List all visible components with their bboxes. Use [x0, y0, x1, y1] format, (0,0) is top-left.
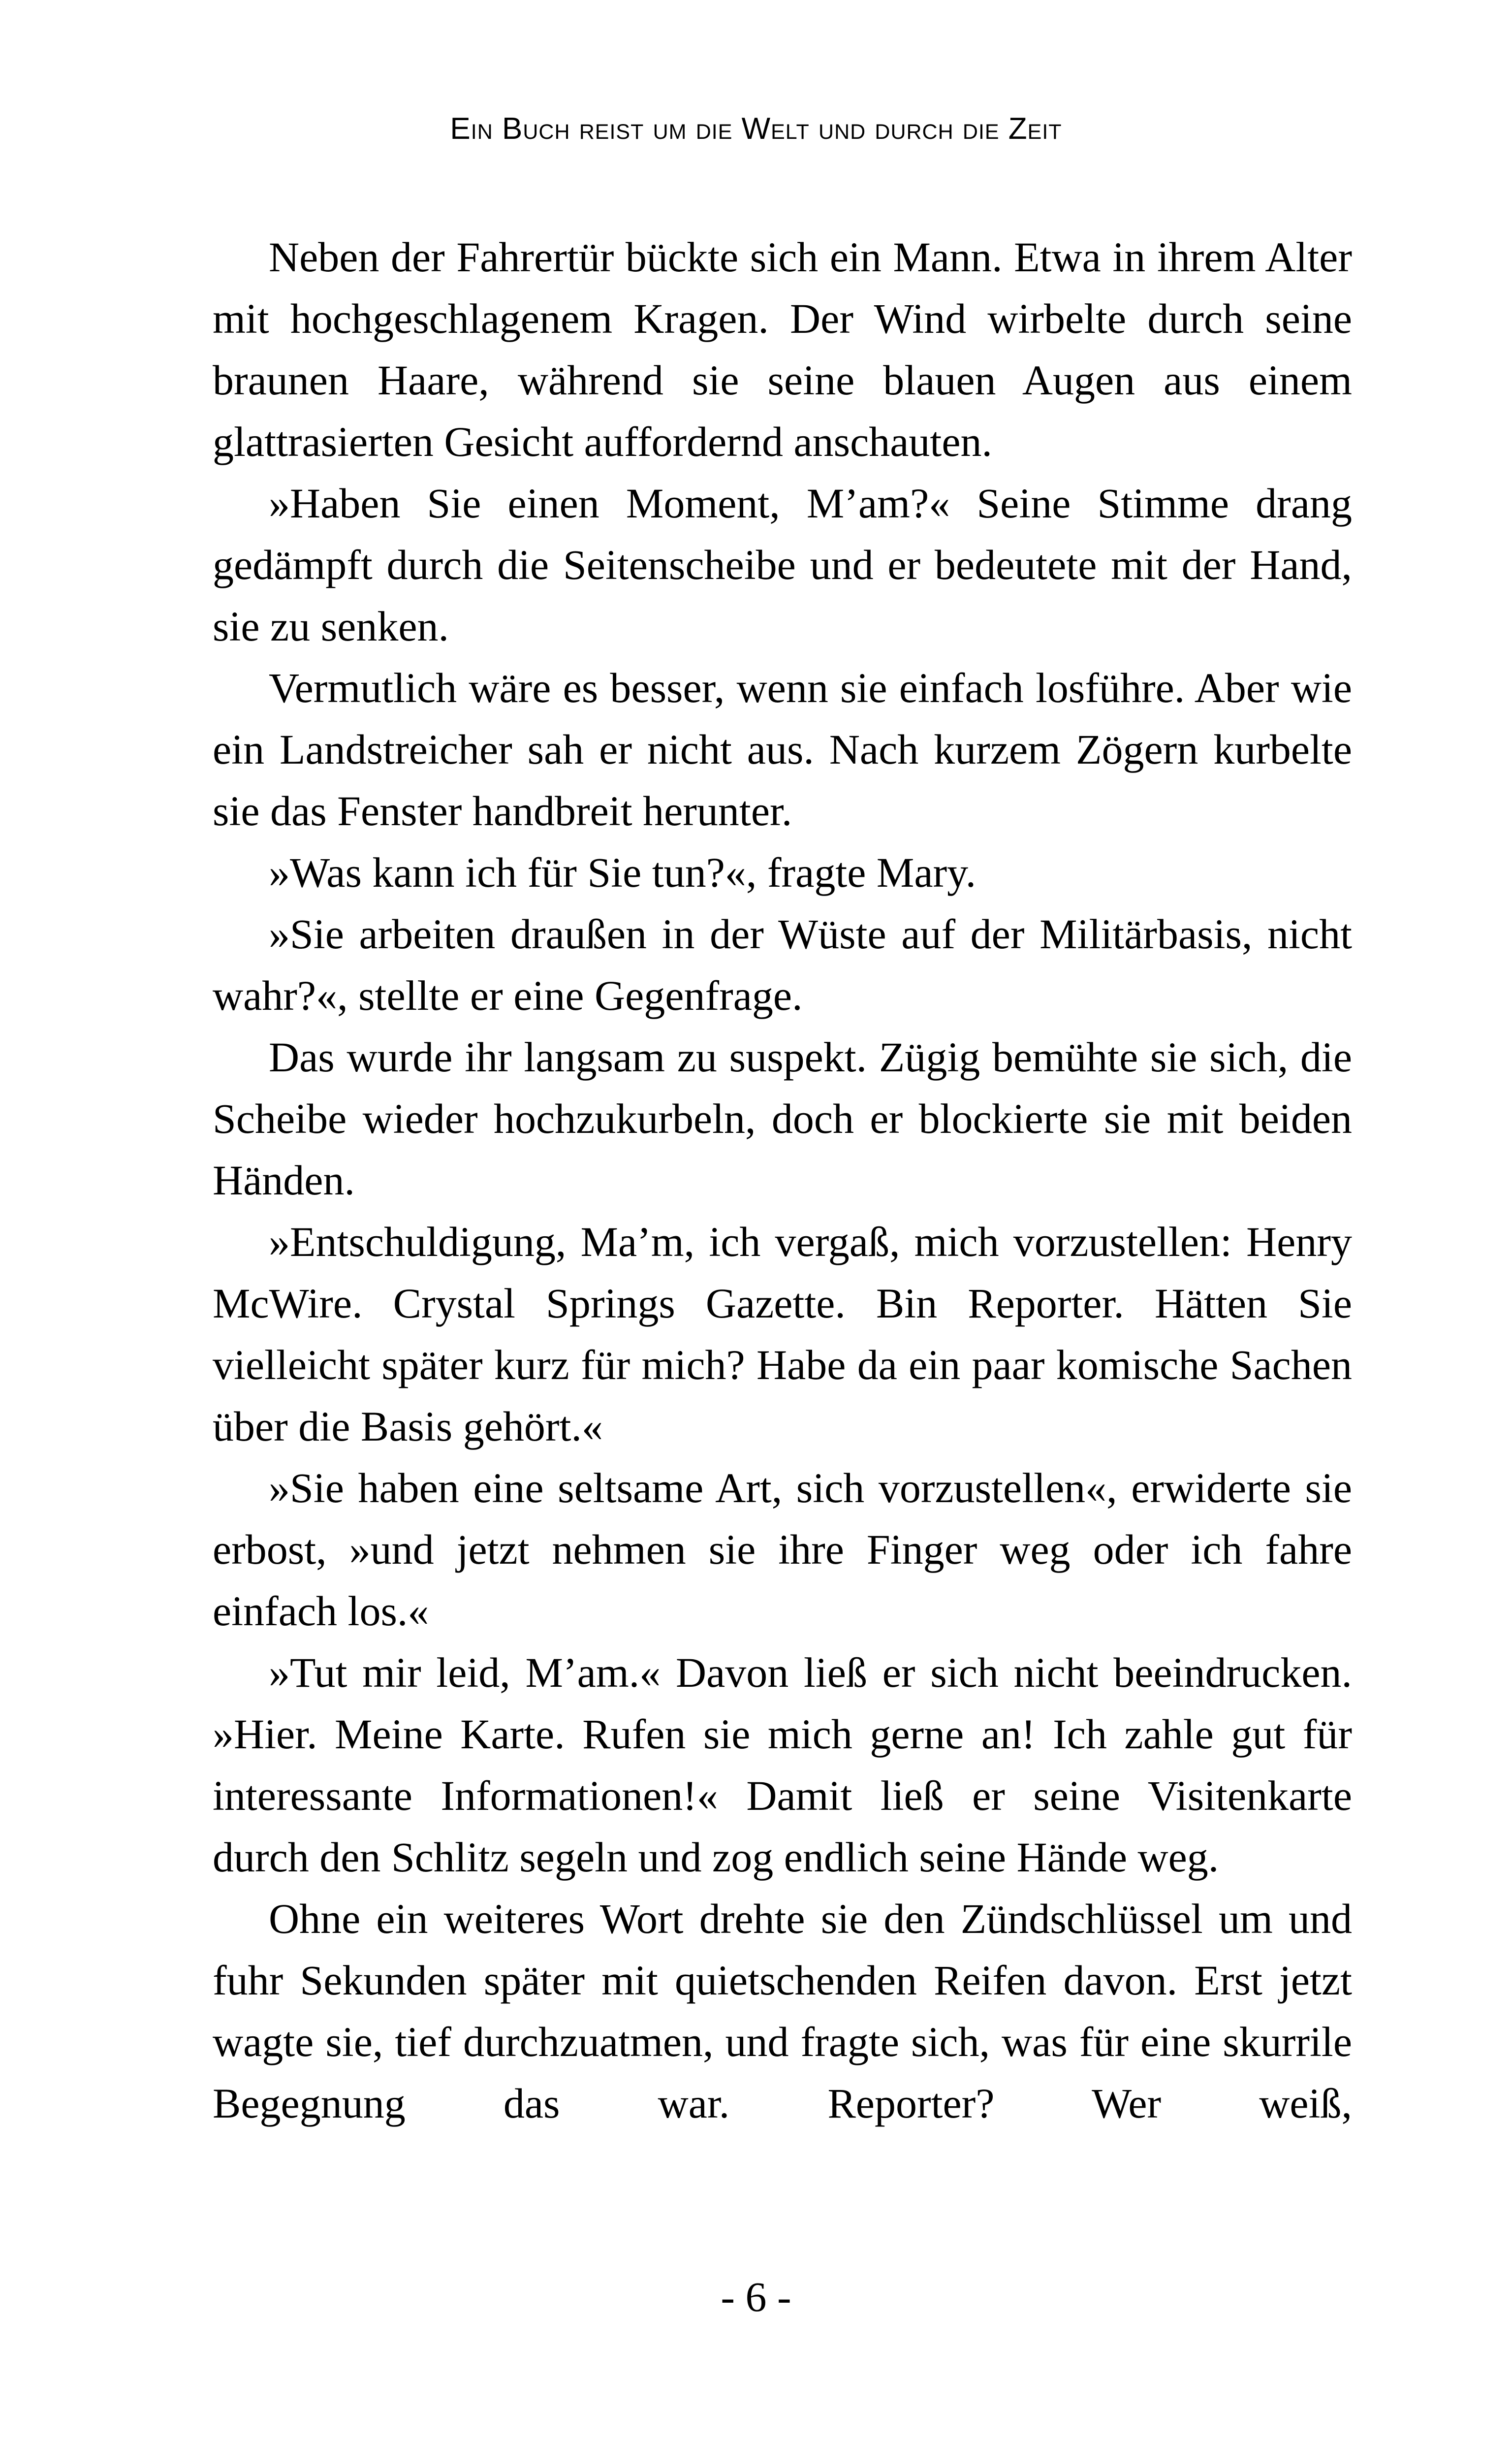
paragraph: Neben der Fahrertür bückte sich ein Mann. Etwa in ihrem Alter mit hochgeschlagenem Kragen. Der Wind wirbelte durch seine braunen Haare, während sie seine blauen Augen aus einem glattrasierten Gesicht auffordernd anschauten. — [213, 233, 1352, 465]
paragraph: Vermutlich wäre es besser, wenn sie einfach losführe. Aber wie ein Landstreicher sah er nicht aus. Nach kurzem Zögern kurbelte sie das Fenster handbreit herunter. — [213, 664, 1352, 835]
paragraph: Ohne ein weiteres Wort drehte sie den Zündschlüssel um und fuhr Sekunden später mit quietschenden Reifen davon. Erst jetzt wagte sie, tief durchzuatmen, und fragte sich, was für eine skurrile Begegnung das war. Reporter? Wer weiß, — [213, 1895, 1352, 2127]
paragraph: »Entschuldigung, Ma’m, ich vergaß, mich vorzustellen: Henry McWire. Crystal Springs Gazette. Bin Reporter. Hätten Sie vielleicht später kurz für mich? Habe da ein paar komische Sachen über die Basis gehört.« — [213, 1218, 1352, 1450]
paragraph: »Sie haben eine seltsame Art, sich vorzustellen«, erwiderte sie erbost, »und jetzt nehmen sie ihre Finger weg oder ich fahre einfach los.« — [213, 1464, 1352, 1635]
paragraph: »Haben Sie einen Moment, M’am?« Seine Stimme drang gedämpft durch die Seitenscheibe und er bedeutete mit der Hand, sie zu senken. — [213, 480, 1352, 650]
paragraph: Das wurde ihr langsam zu suspekt. Zügig bemühte sie sich, die Scheibe wieder hochzukurbeln, doch er blockierte sie mit beiden Händen. — [213, 1033, 1352, 1204]
page-number: - 6 - — [721, 2273, 791, 2320]
body-text — [213, 226, 1352, 2134]
running-head: Ein Buch reist um die Welt und durch die Zeit — [450, 112, 1062, 146]
paragraph: »Sie arbeiten draußen in der Wüste auf der Militärbasis, nicht wahr?«, stellte er eine Gegenfrage. — [213, 910, 1352, 1019]
paragraph: »Tut mir leid, M’am.« Davon ließ er sich nicht beeindrucken. »Hier. Meine Karte. Rufen sie mich gerne an! Ich zahle gut für interessante Informationen!« Damit ließ er seine Visitenkarte durch den Schlitz segeln und zog endlich seine Hände weg. — [213, 1649, 1352, 1881]
paragraph: »Was kann ich für Sie tun?«, fragte Mary. — [269, 849, 976, 896]
